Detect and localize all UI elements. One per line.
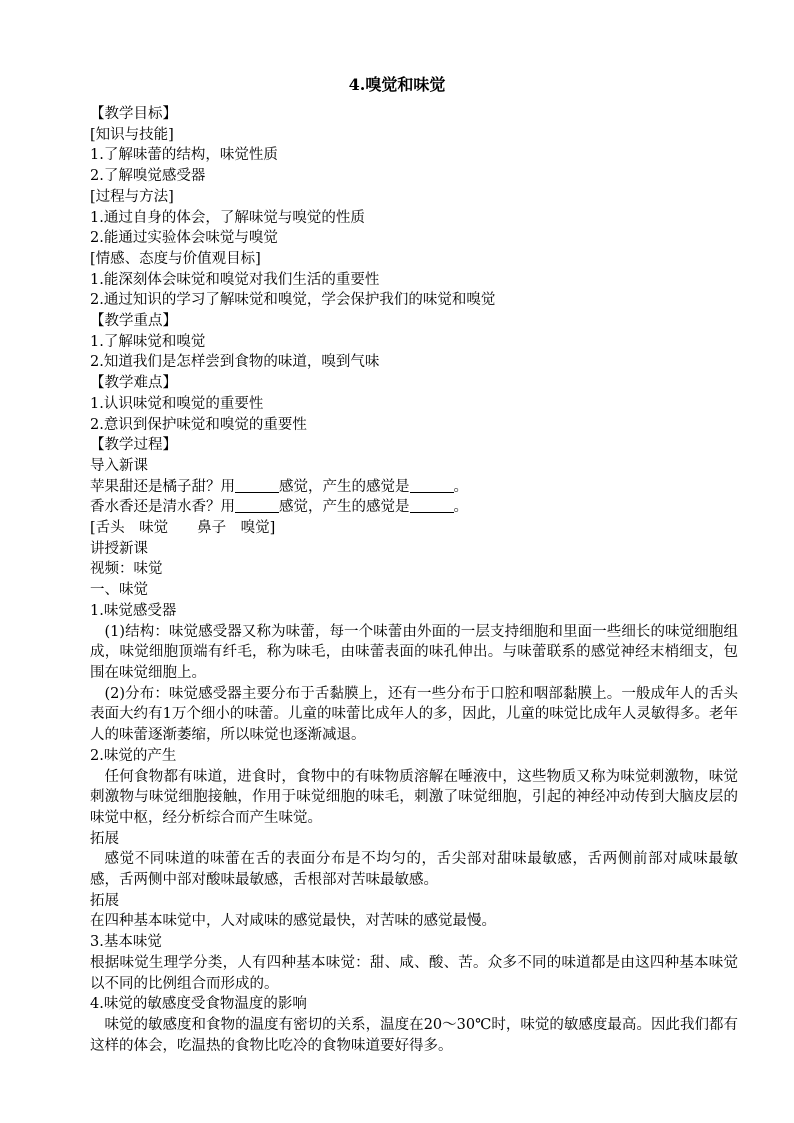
key-heading: 【教学重点】 [90, 313, 177, 330]
subsection-heading: 3.基本味觉 [90, 934, 162, 951]
question-1 [90, 477, 738, 498]
knowledge-heading: [知识与技能] [90, 126, 174, 143]
emotion-item: 2.通过知识的学习了解味觉和嗅觉，学会保护我们的味觉和嗅觉 [90, 292, 496, 309]
question-2 [90, 497, 738, 518]
emotion-item: 1.能深刻体会味觉和嗅觉对我们生活的重要性 [90, 271, 380, 288]
emotion-heading: [情感、态度与价值观目标] [90, 250, 261, 267]
paragraph-distribution: (2)分布：味觉感受器主要分布于舌黏膜上，还有一些分布于口腔和咽部黏膜上。一般成年人的舌头表面大约有1万个细小的味蕾。儿童的味蕾比成年人的多，因此，儿童的味觉比成年人灵敏得多。老年人的味蕾逐渐萎缩，所以味觉也逐渐减退。 [90, 685, 738, 744]
section-heading: 一、味觉 [90, 582, 148, 599]
teach-heading: 讲授新课 [90, 540, 148, 557]
paragraph-taste-origin: 任何食物都有味道，进食时，食物中的有味物质溶解在唾液中，这些物质又称为味觉刺激物，味觉刺激物与味觉细胞接触，作用于味觉细胞的味毛，刺激了味觉细胞，引起的神经冲动传到大脑皮层的味觉中枢，经分析综合而产生味觉。 [90, 768, 738, 826]
extension-label: 拓展 [90, 830, 119, 847]
difficult-heading: 【教学难点】 [90, 375, 177, 392]
fill-blank [410, 478, 454, 493]
process-heading: [过程与方法] [90, 188, 174, 205]
question-text: 。 [453, 478, 468, 495]
extension-label: 拓展 [90, 892, 119, 909]
question-text: 感觉，产生的感觉是 [279, 478, 410, 495]
knowledge-item: 2.了解嗅觉感受器 [90, 168, 206, 185]
paragraph-temperature: 味觉的敏感度和食物的温度有密切的关系，温度在20～30℃时，味觉的敏感度最高。因此我们都有这样的体会，吃温热的食物比吃冷的食物味道要好得多。 [90, 1016, 738, 1054]
fill-blank [235, 498, 279, 513]
doc-title: 4.嗅觉和味觉 [348, 75, 446, 94]
difficult-item: 2.意识到保护味觉和嗅觉的重要性 [90, 416, 307, 433]
objectives-heading: 【教学目标】 [90, 106, 177, 122]
question-text: 苹果甜还是橘子甜？用 [90, 478, 235, 495]
fill-blank [410, 498, 454, 513]
question-text: 香水香还是清水香？用 [90, 499, 235, 516]
key-item: 1.了解味觉和嗅觉 [90, 333, 206, 350]
key-item: 2.知道我们是怎样尝到食物的味道，嗅到气味 [90, 354, 380, 371]
process-main-heading: 【教学过程】 [90, 437, 177, 454]
process-item: 2.能通过实验体会味觉与嗅觉 [90, 230, 278, 247]
question-text: 。 [453, 499, 468, 516]
paragraph-extension: 感觉不同味道的味蕾在舌的表面分布是不均匀的，舌尖部对甜味最敏感，舌两侧前部对咸味最敏感，舌两侧中部对酸味最敏感，舌根部对苦味最敏感。 [90, 851, 738, 889]
process-item: 1.通过自身的体会，了解味觉与嗅觉的性质 [90, 209, 365, 226]
paragraph-structure: (1)结构：味觉感受器又称为味蕾，每一个味蕾由外面的一层支持细胞和里面一些细长的味觉细胞组成，味觉细胞顶端有纤毛，称为味毛，由味蕾表面的味孔伸出。与味蕾联系的感觉神经末梢细支，包围在味觉细胞上。 [90, 623, 738, 681]
knowledge-item: 1.了解味蕾的结构，味觉性质 [90, 147, 278, 164]
paragraph-extension: 在四种基本味觉中，人对咸味的感觉最快，对苦味的感觉最慢。 [90, 913, 496, 930]
difficult-item: 1.认识味觉和嗅觉的重要性 [90, 395, 264, 412]
video-label: 视频：味觉 [90, 561, 163, 578]
intro-heading: 导入新课 [90, 457, 148, 474]
paragraph-basic-taste: 根据味觉生理学分类，人有四种基本味觉：甜、咸、酸、苦。众多不同的味道都是由这四种基本味觉以不同的比例组合而形成的。 [90, 954, 738, 992]
answers: [舌头 味觉 鼻子 嗅觉] [90, 520, 276, 537]
doc-content [90, 104, 738, 1056]
fill-blank [235, 478, 279, 493]
subsection-heading: 4.味觉的敏感度受食物温度的影响 [90, 996, 307, 1013]
subsection-heading: 1.味觉感受器 [90, 602, 177, 619]
subsection-heading: 2.味觉的产生 [90, 747, 177, 764]
question-text: 感觉，产生的感觉是 [279, 499, 410, 516]
